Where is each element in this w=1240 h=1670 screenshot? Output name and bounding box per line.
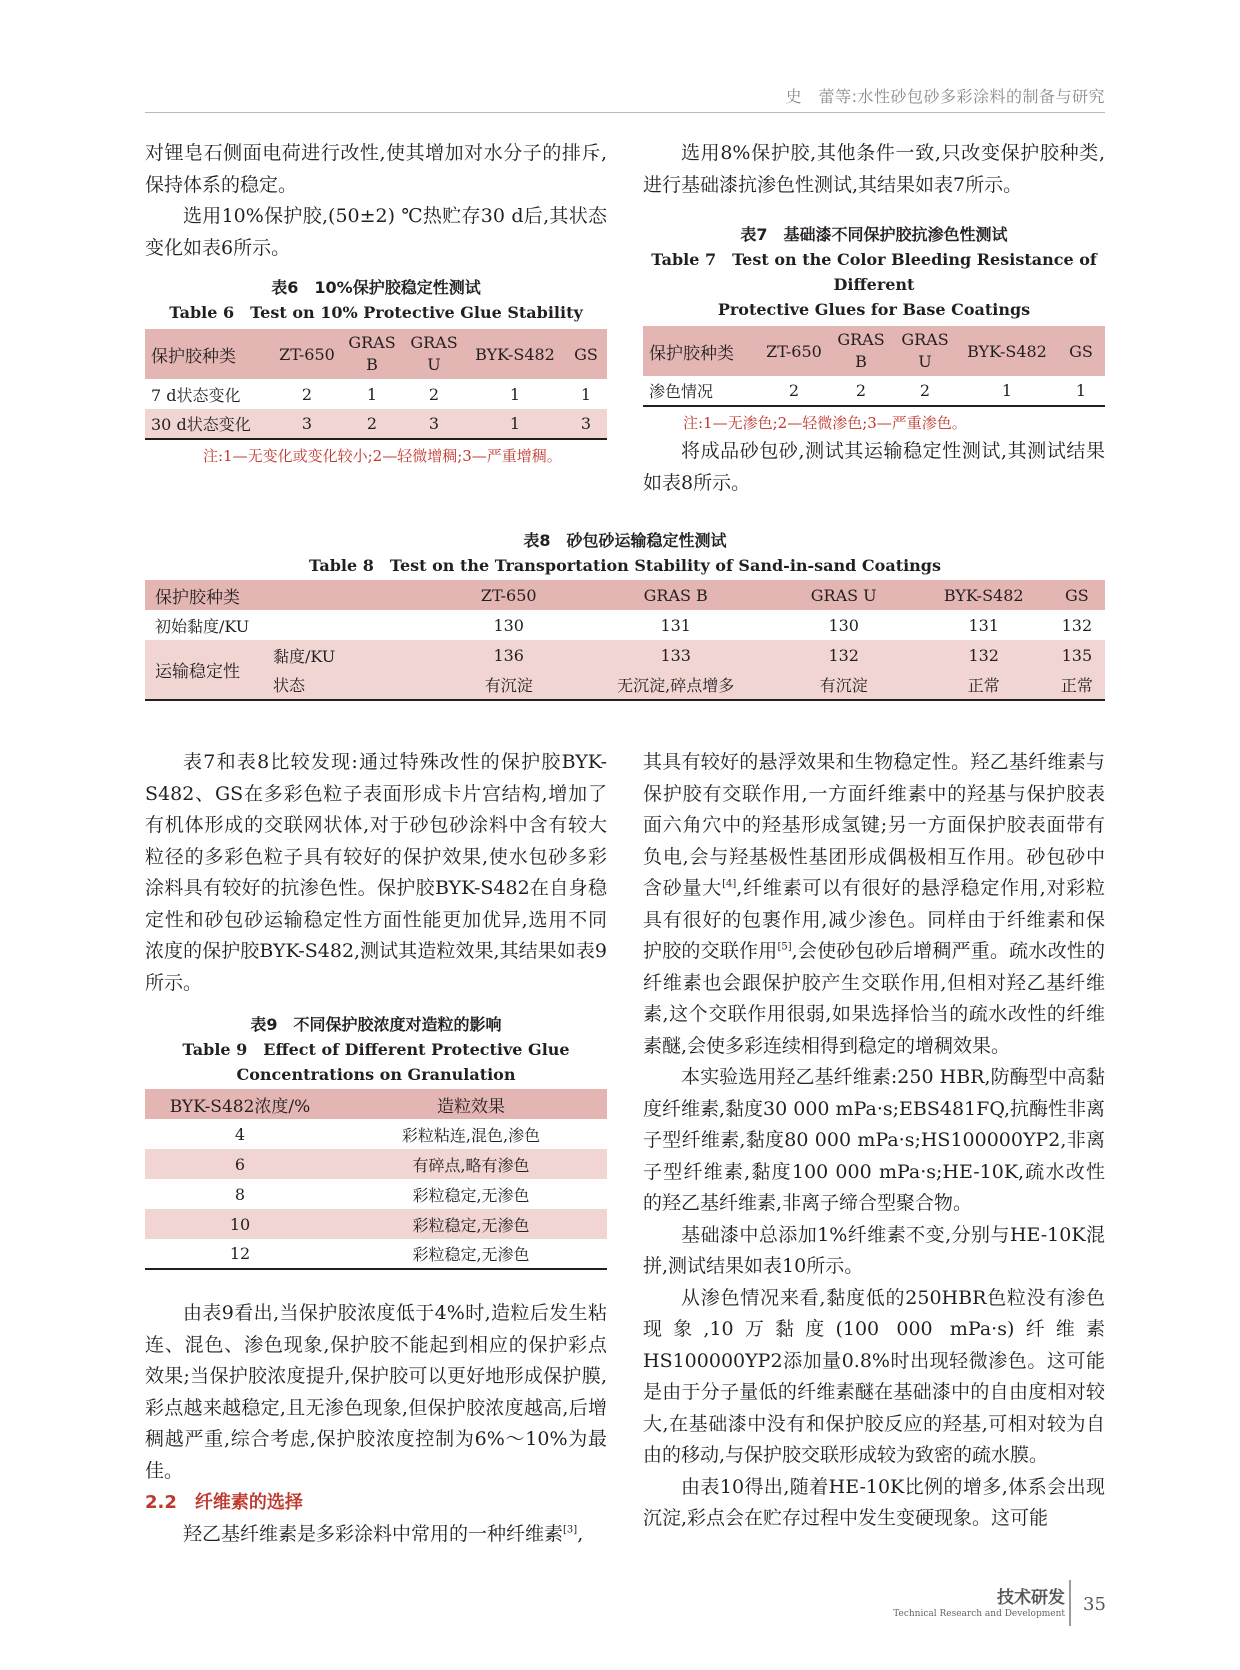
table-row bbox=[145, 610, 1105, 640]
table-cell: 彩粒稳定,无渗色 bbox=[412, 1215, 530, 1235]
table-row bbox=[643, 376, 1105, 406]
paragraph bbox=[145, 1519, 607, 1551]
table7-note: 注:1—无渗色;2—轻微渗色;3—严重渗色。 bbox=[683, 414, 967, 432]
table8-header-cell: GS bbox=[1064, 585, 1089, 605]
left-top-text bbox=[145, 138, 607, 264]
text-run: ,会使砂包砂后增稠严重。疏水改性的纤维素也会跟保护胶产生交联作用,但相对羟乙基纤维素,这个交联作用很弱,如果选择恰当的疏水改性的纤维素醚,会使多彩连续相得到稳定的增稠效果。 bbox=[643, 940, 1105, 1057]
table-cell: 1 bbox=[1001, 381, 1013, 400]
table-cell: 131 bbox=[660, 615, 691, 635]
table-cell: 131 bbox=[968, 615, 999, 635]
table8-header-cell: BYK-S482 bbox=[943, 585, 1024, 605]
table7-header-cell: BYK-S482 bbox=[967, 341, 1047, 361]
table6-caption-cn: 表6 10%保护胶稳定性测试 bbox=[271, 278, 481, 297]
table-cell: 彩粒稳定,无渗色 bbox=[412, 1185, 530, 1205]
table-cell: 1 bbox=[580, 384, 592, 404]
table-row bbox=[145, 379, 607, 409]
citation: [4] bbox=[722, 878, 737, 890]
footer-divider bbox=[1069, 1580, 1071, 1626]
table-cell: 有碎点,略有渗色 bbox=[412, 1155, 530, 1175]
table9-block bbox=[145, 1012, 607, 1270]
table-cell: 6 bbox=[234, 1154, 246, 1174]
table6-header-cell: 保护胶种类 bbox=[151, 346, 236, 367]
paragraph bbox=[643, 747, 1105, 1062]
paragraph: 对锂皂石侧面电荷进行改性,使其增加对水分子的排斥,保持体系的稳定。 bbox=[145, 142, 607, 196]
paragraph: 将成品砂包砂,测试其运输稳定性测试,其测试结果如表8所示。 bbox=[643, 440, 1105, 494]
table-cell: 1 bbox=[509, 384, 521, 404]
table8-header-cell: ZT-650 bbox=[480, 585, 537, 605]
table-cell: 2 bbox=[301, 384, 313, 404]
left-lower-text bbox=[145, 1298, 607, 1550]
table-cell: 2 bbox=[428, 384, 440, 404]
table-cell: 7 d状态变化 bbox=[151, 385, 241, 405]
table7 bbox=[643, 326, 1105, 407]
table7-header-cell: ZT-650 bbox=[766, 341, 822, 361]
table7-block bbox=[643, 222, 1105, 436]
table7-caption-cn: 表7 基础漆不同保护胶抗渗色性测试 bbox=[740, 225, 1008, 244]
table-cell: 有沉淀 bbox=[484, 676, 533, 695]
footer-section-cn: 技术研发 bbox=[997, 1588, 1065, 1608]
section-heading: 2.2 纤维素的选择 bbox=[145, 1492, 303, 1513]
table-cell: 2 bbox=[855, 381, 867, 400]
table7-header-cell: GRAS U bbox=[901, 330, 949, 371]
left-bottom-text bbox=[145, 747, 607, 999]
citation: [3] bbox=[563, 1524, 578, 1536]
right-mid-text bbox=[643, 436, 1105, 499]
right-bottom-text bbox=[643, 747, 1105, 1535]
table-cell: 4 bbox=[234, 1124, 246, 1144]
paragraph: 从渗色情况来看,黏度低的250HBR色粒没有渗色现象,10万黏度(100 000 mPa·s)纤维素HS100000YP2添加量0.8%时出现轻微渗色。这可能是由于分子量低的纤维素醚在基础漆中的自由度相对较大,在基础漆中没有和保护胶反应的羟基,可相对较为自由的移动,与保护胶交联形成较为致密的疏水膜。 bbox=[643, 1286, 1105, 1466]
table-cell: 正常 bbox=[967, 676, 1000, 695]
table-row bbox=[145, 640, 1105, 670]
table-cell: 135 bbox=[1061, 645, 1093, 665]
table6-header-cell: BYK-S482 bbox=[475, 344, 555, 364]
paragraph: 选用10%保护胶,(50±2) ℃热贮存30 d后,其状态变化如表6所示。 bbox=[145, 205, 607, 259]
paragraph: 由表9看出,当保护胶浓度低于4%时,造粒后发生粘连、混色、渗色现象,保护胶不能起到相应的保护彩点效果;当保护胶浓度提升,保护胶可以更好地形成保护膜,彩点越来越稳定,且无渗色现象,但保护胶浓度越高,后增稠越严重,综合考虑,保护胶浓度控制为6%～10%为最佳。 bbox=[145, 1302, 607, 1482]
table9-header-cell: 造粒效果 bbox=[437, 1096, 505, 1117]
paragraph: 基础漆中总添加1%纤维素不变,分别与HE-10K混拼,测试结果如表10所示。 bbox=[643, 1223, 1105, 1277]
table8-block bbox=[145, 528, 1105, 701]
table-cell: 136 bbox=[493, 645, 524, 665]
table-cell: 132 bbox=[968, 645, 999, 665]
table7-header-row bbox=[643, 326, 1105, 376]
table-row bbox=[145, 670, 1105, 700]
table7-header-cell: GRAS B bbox=[837, 330, 885, 371]
table-cell: 正常 bbox=[1060, 676, 1093, 695]
paragraph: 由表10得出,随着HE-10K比例的增多,体系会出现沉淀,彩点会在贮存过程中发生变硬现象。这可能 bbox=[643, 1475, 1105, 1529]
table8 bbox=[145, 580, 1105, 701]
table-row bbox=[145, 1179, 607, 1209]
table6 bbox=[145, 329, 607, 440]
table6-header-row bbox=[145, 329, 607, 379]
paragraph: 表7和表8比较发现:通过特殊改性的保护胶BYK-S482、GS在多彩色粒子表面形成卡片宫结构,增加了有机体形成的交联网状体,对于砂包砂涂料中含有较大粒径的多彩色粒子具有较好的保护效果,使水包砂多彩涂料具有较好的抗渗色性。保护胶BYK-S482在自身稳定性和砂包砂运输稳定性方面性能更加优异,选用不同浓度的保护胶BYK-S482,测试其造粒效果,其结果如表9所示。 bbox=[145, 751, 607, 994]
table-row bbox=[145, 1209, 607, 1239]
table-cell: 12 bbox=[229, 1244, 251, 1263]
table9-caption-en-1: Table 9 Effect of Different Protective Glue bbox=[182, 1040, 570, 1059]
table6-caption-en: Table 6 Test on 10% Protective Glue Stability bbox=[169, 303, 583, 322]
table8-header-cell: 保护胶种类 bbox=[155, 587, 240, 608]
text-run: 羟乙基纤维素是多彩涂料中常用的一种纤维素 bbox=[183, 1522, 564, 1545]
paragraph: 本实验选用羟乙基纤维素:250 HBR,防酶型中高黏度纤维素,黏度30 000 mPa·s;EBS481FQ,抗酶性非离子型纤维素,黏度80 000 mPa·s;HS100000YP2,非离子型纤维素,黏度100 000 mPa·s;HE-10K,疏水改性的羟乙基纤维素,非离子缔合型聚合物。 bbox=[643, 1066, 1105, 1214]
table-cell: 130 bbox=[828, 615, 859, 635]
table9-caption-en-2: Concentrations on Granulation bbox=[236, 1065, 516, 1084]
table-cell: 状态 bbox=[273, 676, 306, 695]
table8-header-row bbox=[145, 580, 1105, 610]
table-cell: 30 d状态变化 bbox=[151, 415, 251, 434]
table-cell: 无沉淀,碎点增多 bbox=[617, 676, 735, 695]
table7-header-cell: GS bbox=[1069, 341, 1093, 361]
table-row bbox=[145, 1239, 607, 1269]
table-cell: 渗色情况 bbox=[649, 382, 714, 401]
table-cell: 8 bbox=[234, 1184, 246, 1204]
citation: [5] bbox=[777, 941, 792, 953]
table9-header-cell: BYK-S482浓度/% bbox=[169, 1096, 311, 1117]
table-cell: 彩粒稳定,无渗色 bbox=[412, 1245, 530, 1264]
table-row bbox=[145, 1149, 607, 1179]
table-cell: 2 bbox=[919, 381, 931, 400]
table7-caption-en-2: Protective Glues for Base Coatings bbox=[717, 300, 1031, 319]
table8-caption-cn: 表8 砂包砂运输稳定性测试 bbox=[523, 531, 727, 550]
table-cell: 1 bbox=[366, 384, 378, 404]
table6-header-cell: GRAS U bbox=[410, 333, 458, 374]
table-cell: 133 bbox=[660, 645, 691, 665]
table6-block bbox=[145, 275, 607, 469]
right-top-text bbox=[643, 138, 1105, 201]
table8-header-cell: GRAS B bbox=[643, 585, 708, 605]
header-rule bbox=[145, 112, 1105, 113]
table-cell: 132 bbox=[1061, 615, 1093, 635]
table8-caption-en: Table 8 Test on the Transportation Stability of Sand-in-sand Coatings bbox=[308, 556, 941, 575]
table-cell: 1 bbox=[509, 414, 521, 433]
text-run: , bbox=[577, 1522, 584, 1545]
table6-header-cell: GS bbox=[574, 344, 598, 364]
table-cell: 彩粒粘连,混色,渗色 bbox=[401, 1125, 541, 1145]
table6-header-cell: ZT-650 bbox=[279, 344, 335, 364]
footer-section-en: Technical Research and Development bbox=[893, 1609, 1065, 1619]
table6-note: 注:1—无变化或变化较小;2—轻微增稠;3—严重增稠。 bbox=[203, 447, 562, 465]
text-run: 其具有较好的悬浮效果和生物稳定性。羟乙基纤维素与保护胶有交联作用,一方面纤维素中的羟基与保护胶表面六角穴中的羟基形成氢键;另一方面保护胶表面带有负电,会与羟基极性基团形成偶极相互作用。砂包砂中含砂量大 bbox=[643, 751, 1105, 899]
table-cell: 2 bbox=[366, 414, 378, 433]
table-cell: 黏度/KU bbox=[273, 646, 336, 666]
table-cell: 3 bbox=[428, 414, 440, 433]
table8-header-cell: GRAS U bbox=[810, 585, 877, 605]
table-row bbox=[145, 409, 607, 439]
table-cell: 132 bbox=[828, 645, 859, 665]
table6-header-cell: GRAS B bbox=[348, 333, 396, 374]
table9 bbox=[145, 1089, 607, 1270]
table-cell: 1 bbox=[1075, 381, 1087, 400]
table-cell: 3 bbox=[301, 414, 313, 433]
table9-header-row bbox=[145, 1089, 607, 1119]
table-cell: 130 bbox=[493, 615, 524, 635]
running-header: 史 蕾等:水性砂包砂多彩涂料的制备与研究 bbox=[785, 87, 1105, 106]
table9-caption-cn: 表9 不同保护胶浓度对造粒的影响 bbox=[250, 1015, 502, 1034]
table-cell: 2 bbox=[788, 381, 800, 400]
text-run: ,纤维素可以有很好的悬浮稳定作用,对彩粒具有很好的包裹作用,减少渗色。同样由于纤维素和保护胶的交联作用 bbox=[643, 877, 1105, 962]
table-cell: 初始黏度/KU bbox=[155, 616, 250, 636]
page-number: 35 bbox=[1083, 1594, 1106, 1615]
table-cell: 3 bbox=[580, 414, 592, 433]
table-row bbox=[145, 1119, 607, 1149]
table7-caption-en-1: Table 7 Test on the Color Bleeding Resistance of Different bbox=[651, 250, 1097, 294]
table-cell: 10 bbox=[229, 1214, 251, 1234]
paragraph: 选用8%保护胶,其他条件一致,只改变保护胶种类,进行基础漆抗渗色性测试,其结果如表7所示。 bbox=[643, 142, 1105, 196]
table-cell: 有沉淀 bbox=[819, 676, 868, 695]
table7-header-cell: 保护胶种类 bbox=[649, 343, 734, 364]
table8-group-label: 运输稳定性 bbox=[155, 662, 240, 682]
